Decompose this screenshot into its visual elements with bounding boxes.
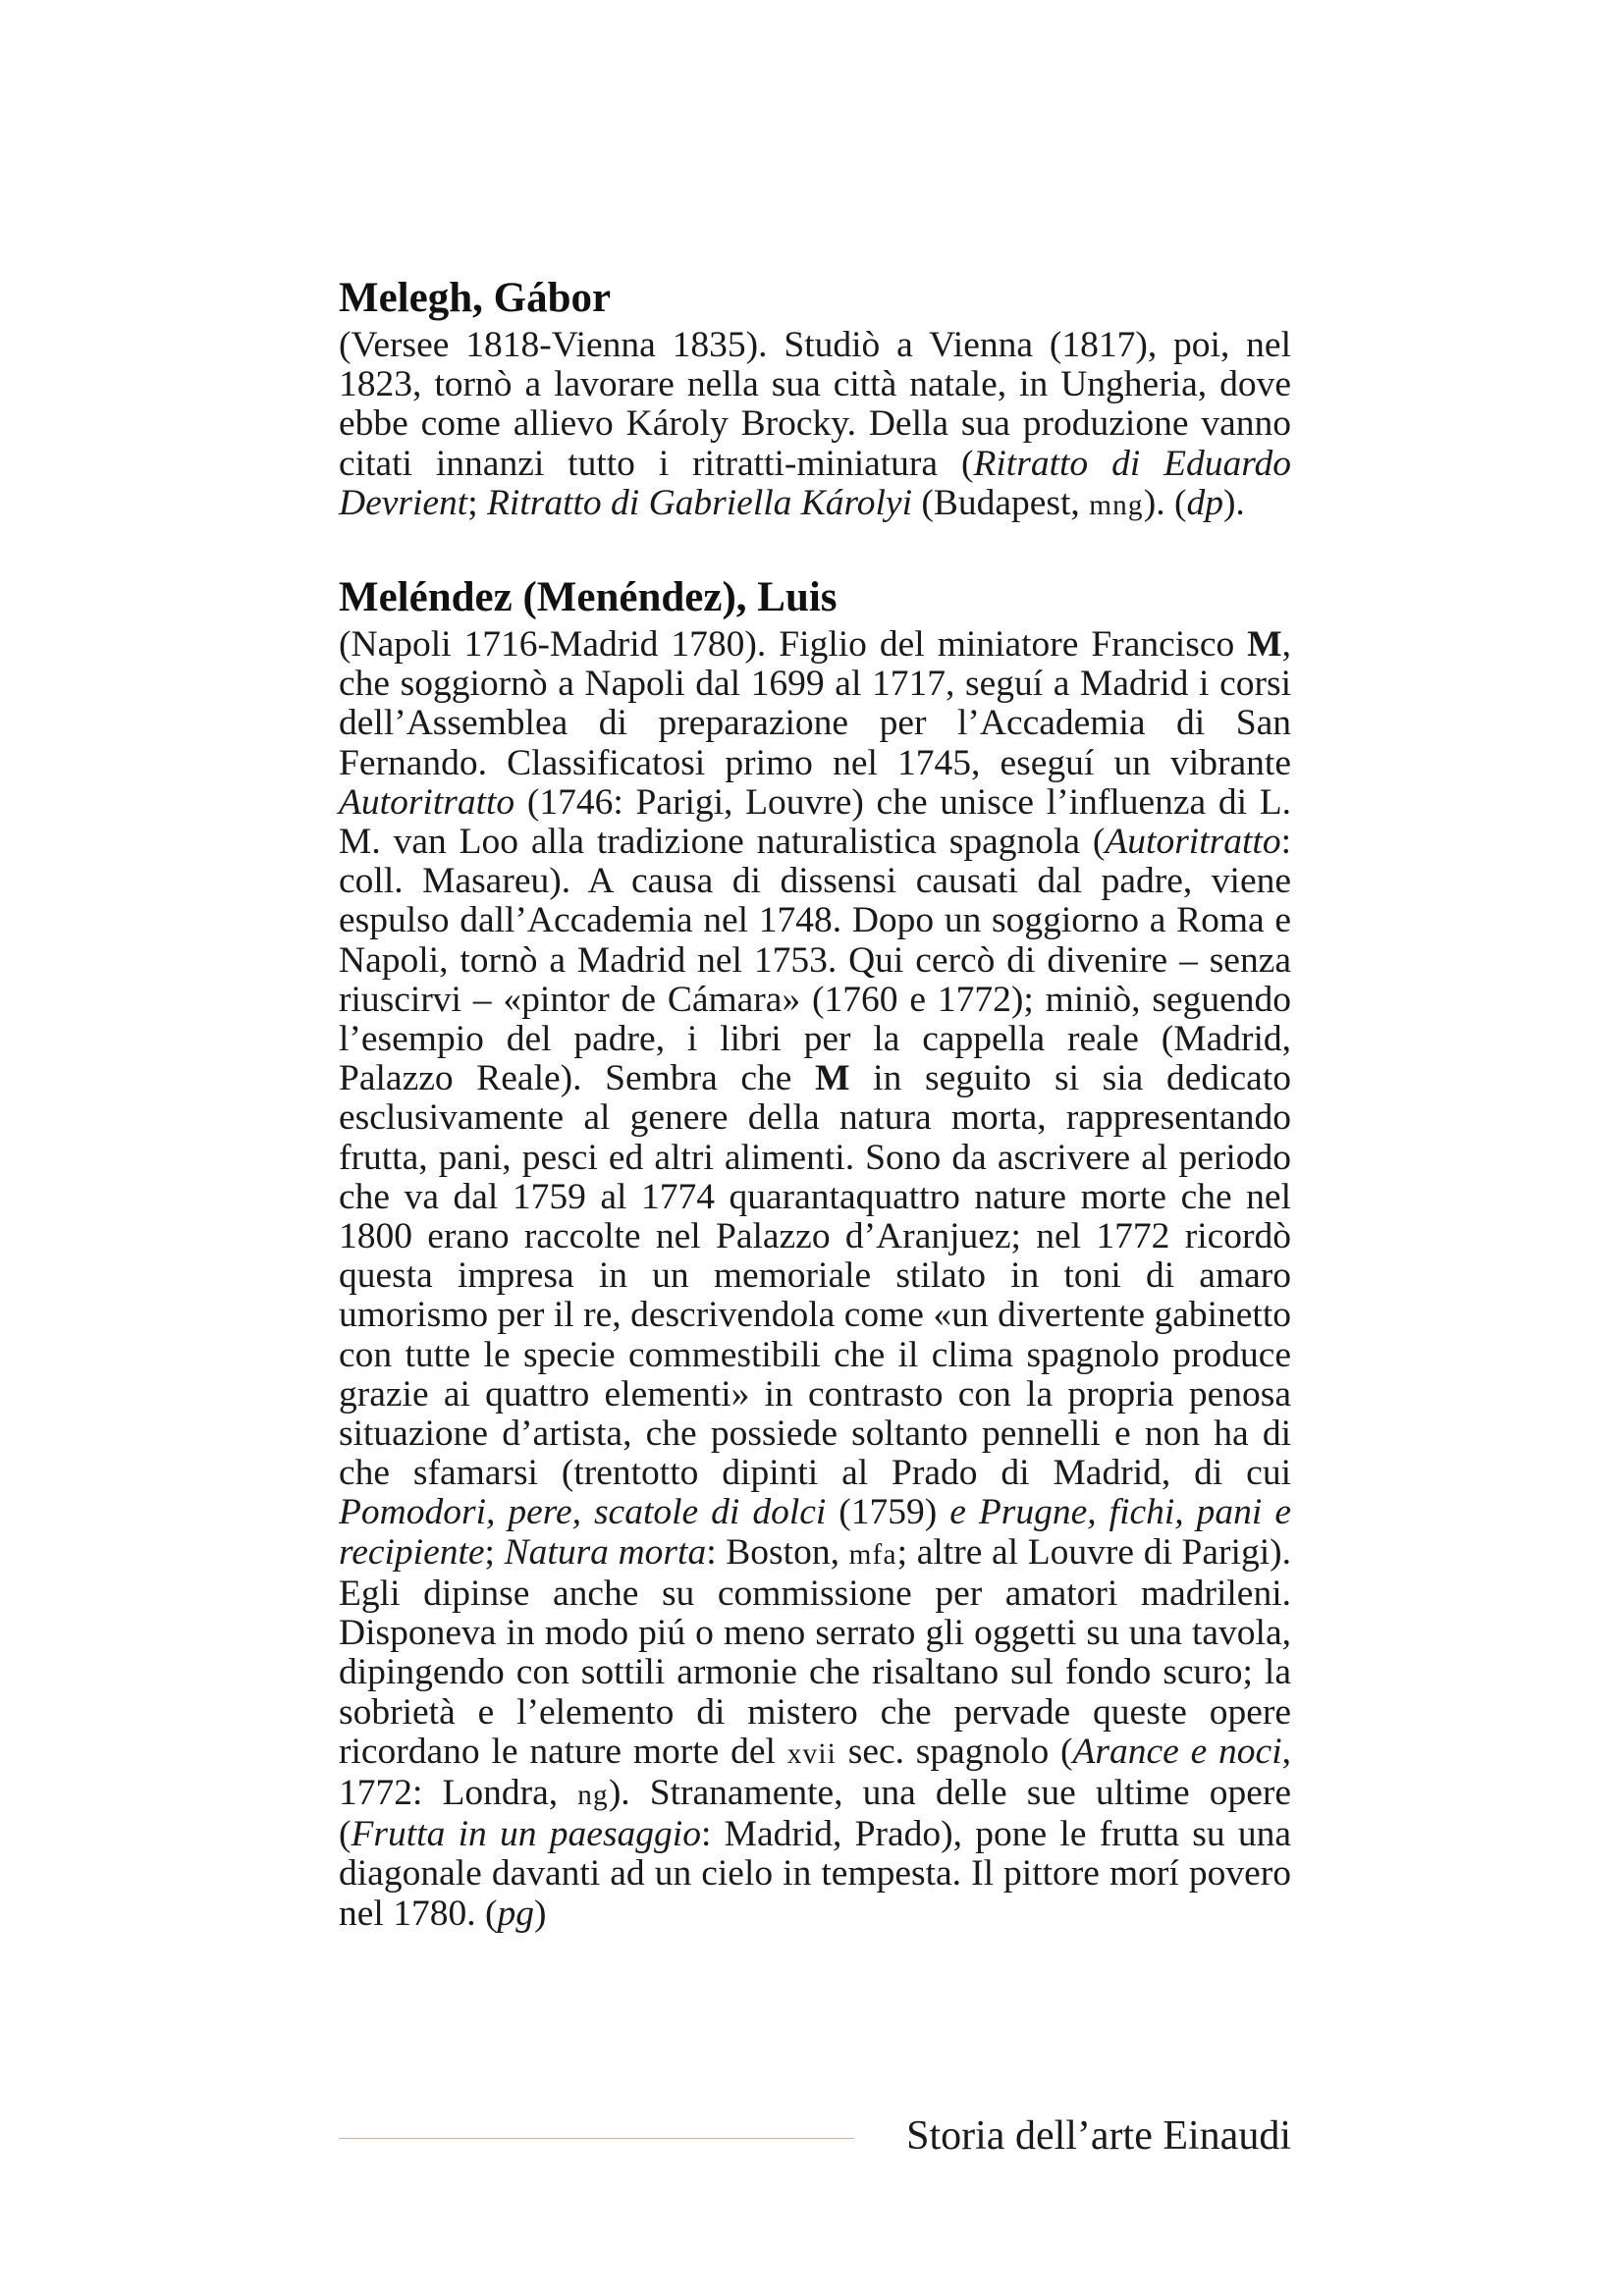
footer-title: Storia dell’arte Einaudi bbox=[906, 2113, 1291, 2159]
body-text: (1746: Parigi, Louvre) che unisce l’influenza di L. M. van Loo alla tradizione naturalistica spagnola ( bbox=[339, 781, 1291, 863]
italic-text: dp bbox=[1186, 482, 1223, 523]
bold-text: M bbox=[815, 1058, 850, 1099]
entry-melendez bbox=[339, 574, 1291, 1934]
body-text: : Boston, bbox=[706, 1531, 849, 1573]
body-text: ; bbox=[467, 482, 487, 523]
body-text: (1759) bbox=[826, 1492, 950, 1533]
bold-text: M bbox=[1247, 624, 1282, 666]
body-text: (Versee 1818-Vienna 1835). Studiò a Vienna (1817), poi, nel 1823, tornò a lavorare nella sua città natale, in Ungheria, dove ebbe come allievo Károly Brocky. Della sua produzione vanno citati innanzi tutto i ritratti-miniatura ( bbox=[339, 325, 1291, 484]
italic-text: Pomodori, pere, scatole di dolci bbox=[339, 1492, 827, 1533]
footer-rule bbox=[339, 2138, 854, 2139]
italic-text: pg bbox=[497, 1893, 534, 1934]
body-text: in seguito si sia dedicato esclusivamente al genere della natura morta, rappresentando frutta, pani, pesci ed altri alimenti. Sono da ascrivere al periodo che va dal 1759 al 1774 quarantaquattro nature morte che nel 1800 erano raccolte nel Palazzo d’Aranjuez; nel 1772 ricordò questa impresa in un memoriale stilato in toni di amaro umorismo per il re, descrivendola come «un divertente gabinetto con tutte le specie commestibili che il clima spagnolo produce grazie ai quattro elementi» in contrasto con la propria penosa situazione d’artista, che possiede soltanto pennelli e non ha di che sfamarsi (trentotto dipinti al Prado di Madrid, di cui bbox=[339, 1058, 1291, 1494]
body-text: ) bbox=[533, 1893, 547, 1934]
body-text: (Napoli 1716-Madrid 1780). Figlio del miniatore Francisco bbox=[339, 624, 1248, 666]
italic-text: Arance e noci bbox=[1072, 1731, 1282, 1772]
article-column bbox=[339, 275, 1291, 1934]
italic-text: Ritratto di Gabriella Károlyi bbox=[487, 482, 912, 523]
small-caps-text: xvii bbox=[786, 1737, 837, 1770]
body-text: (Budapest, bbox=[912, 482, 1090, 523]
body-text: ; bbox=[484, 1531, 505, 1573]
entry-body bbox=[339, 625, 1291, 1934]
italic-text: Autoritratto bbox=[1105, 822, 1281, 863]
body-text: ). Stranamente, una delle sue ultime opere ( bbox=[339, 1772, 1291, 1855]
page-footer bbox=[339, 2110, 1291, 2169]
small-caps-text: ng bbox=[577, 1779, 609, 1811]
italic-text: Natura morta bbox=[504, 1531, 707, 1573]
italic-text: Autoritratto bbox=[339, 781, 515, 823]
body-text: sec. spagnolo ( bbox=[836, 1731, 1073, 1772]
body-text: , 1772: Londra, bbox=[339, 1731, 1291, 1813]
entry-heading: Melegh, Gábor bbox=[339, 275, 612, 321]
entry-body bbox=[339, 326, 1291, 525]
body-text: : Madrid, Prado), pone le frutta su una diagonale davanti ad un cielo in tempesta. Il pittore morí povero nel 1780. ( bbox=[339, 1814, 1291, 1934]
italic-text: e Prugne, fichi, pani e recipiente bbox=[339, 1492, 1291, 1573]
body-text: ; altre al Louvre di Parigi). Egli dipinse anche su commissione per amatori madrileni. Disponeva in modo piú o meno serrato gli oggetti su una tavola, dipingendo con sottili armonie che risaltano sul fondo scuro; la sobrietà e l’elemento di mistero che pervade queste opere ricordano le nature morte del bbox=[339, 1531, 1291, 1772]
body-text: ). bbox=[1222, 482, 1245, 523]
body-text: , che soggiornò a Napoli dal 1699 al 1717, seguí a Madrid i corsi dell’Assemblea di preparazione per l’Accademia di San Fernando. Classificatosi primo nel 1745, eseguí un vibrante bbox=[339, 624, 1291, 783]
body-text: ). ( bbox=[1143, 482, 1187, 523]
body-text: : coll. Masareu). A causa di dissensi causati dal padre, viene espulso dall’Accademia nel 1748. Dopo un soggiorno a Roma e Napoli, tornò a Madrid nel 1753. Qui cercò di divenire – senza riuscirvi – «pintor de Cámara» (1760 e 1772); miniò, seguendo l’esempio del padre, i libri per la cappella reale (Madrid, Palazzo Reale). Sembra che bbox=[339, 822, 1291, 1099]
entry-heading: Meléndez (Menéndez), Luis bbox=[339, 574, 838, 621]
italic-text: Ritratto di Eduardo Devrient bbox=[339, 443, 1292, 523]
small-caps-text: mng bbox=[1089, 489, 1144, 521]
entry-melegh bbox=[339, 275, 1291, 525]
italic-text: Frutta in un paesaggio bbox=[351, 1814, 701, 1855]
small-caps-text: mfa bbox=[848, 1538, 897, 1571]
